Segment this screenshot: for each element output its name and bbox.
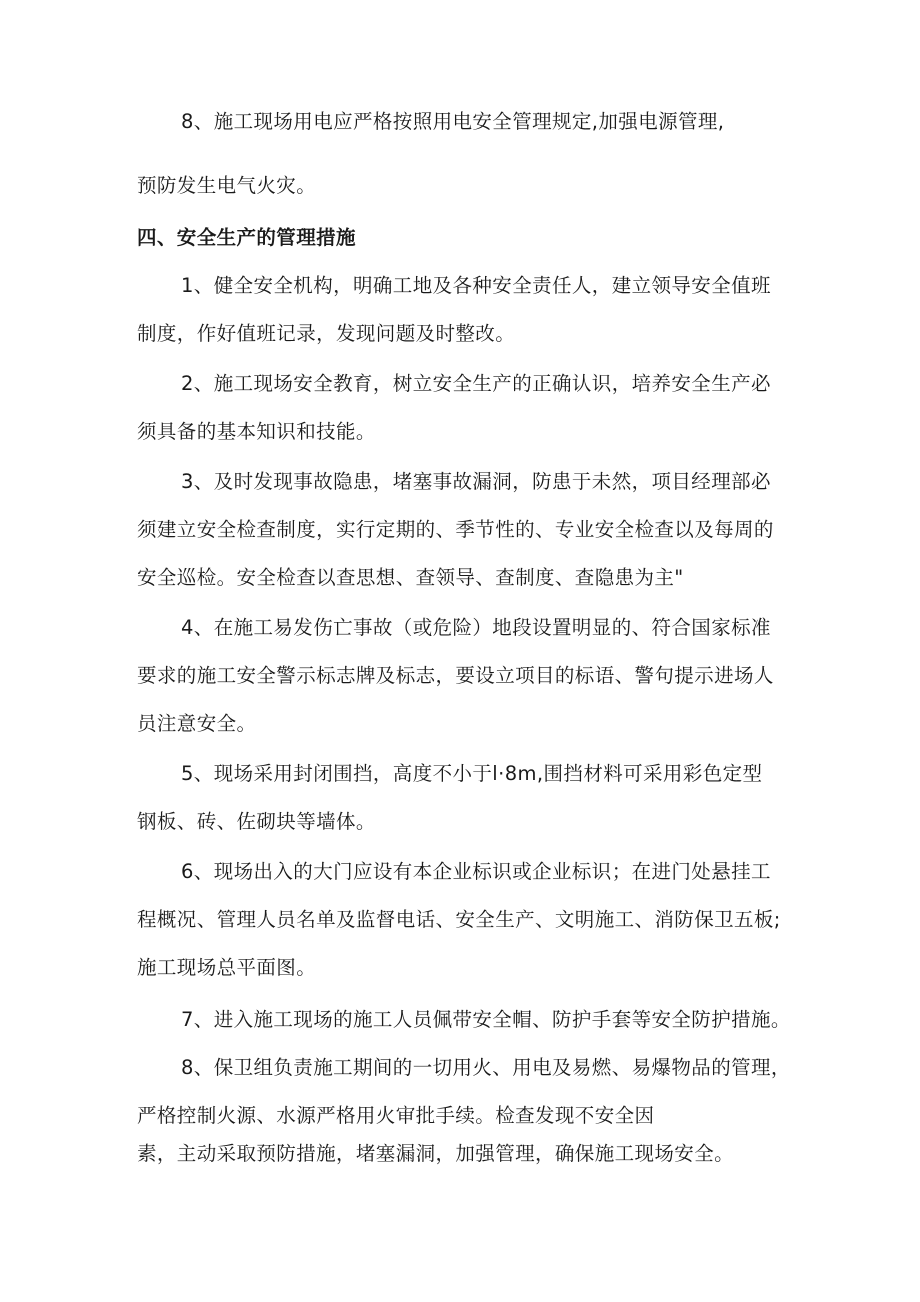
item-2-line-1: 2、施工现场安全教育，树立安全生产的正确认识，培养安全生产必 xyxy=(181,372,771,395)
item-5-line-1: 5、现场采用封闭围挡，高度不小于l·8m,围挡材料可采用彩色定型 xyxy=(181,762,763,785)
item-6-line-2: 程概况、管理人员名单及监督电话、安全生产、文明施工、消防保卫五板; xyxy=(137,908,781,931)
section-heading: 四、安全生产的管理措施 xyxy=(137,226,356,249)
item-4-line-1: 4、在施工易发伤亡事故（或危险）地段设置明显的、符合国家标准 xyxy=(181,616,771,639)
item-3-line-3: 安全巡检。安全检查以查思想、查领导、查制度、查隐患为主" xyxy=(137,566,684,589)
item-8-line-1: 8、保卫组负责施工期间的一切用火、用电及易燃、易爆物品的管理， xyxy=(181,1056,791,1079)
item-1-line-2: 制度，作好值班记录，发现问题及时整改。 xyxy=(137,322,516,345)
item-5-line-2: 钢板、砖、佐砌块等墙体。 xyxy=(137,810,376,833)
paragraph-8-line-2: 预防发生电气火灾。 xyxy=(137,174,317,197)
paragraph-8-line-1: 8、施工现场用电应严格按照用电安全管理规定,加强电源管理, xyxy=(181,110,725,133)
item-7-line-1: 7、进入施工现场的施工人员佩带安全帽、防护手套等安全防护措施。 xyxy=(181,1008,791,1031)
item-1-line-1: 1、健全安全机构，明确工地及各种安全责任人，建立领导安全值班 xyxy=(181,274,771,297)
item-3-line-2: 须建立安全检查制度，实行定期的、季节性的、专业安全检查以及每周的 xyxy=(137,518,774,541)
item-8-line-2: 严格控制火源、水源严格用火审批手续。检查发现不安全因 xyxy=(137,1104,655,1127)
item-4-line-2: 要求的施工安全警示标志牌及标志，要设立项目的标语、警句提示进场人 xyxy=(137,664,774,687)
item-8-line-3: 素，主动采取预防措施，堵塞漏洞，加强管理，确保施工现场安全。 xyxy=(137,1142,735,1165)
item-3-line-1: 3、及时发现事故隐患，堵塞事故漏洞，防患于未然，项目经理部必 xyxy=(181,470,771,493)
item-2-line-2: 须具备的基本知识和技能。 xyxy=(137,420,376,443)
item-6-line-1: 6、现场出入的大门应设有本企业标识或企业标识；在进门处悬挂工 xyxy=(181,860,771,883)
item-6-line-3: 施工现场总平面图。 xyxy=(137,956,317,979)
item-4-line-3: 员注意安全。 xyxy=(137,712,257,735)
